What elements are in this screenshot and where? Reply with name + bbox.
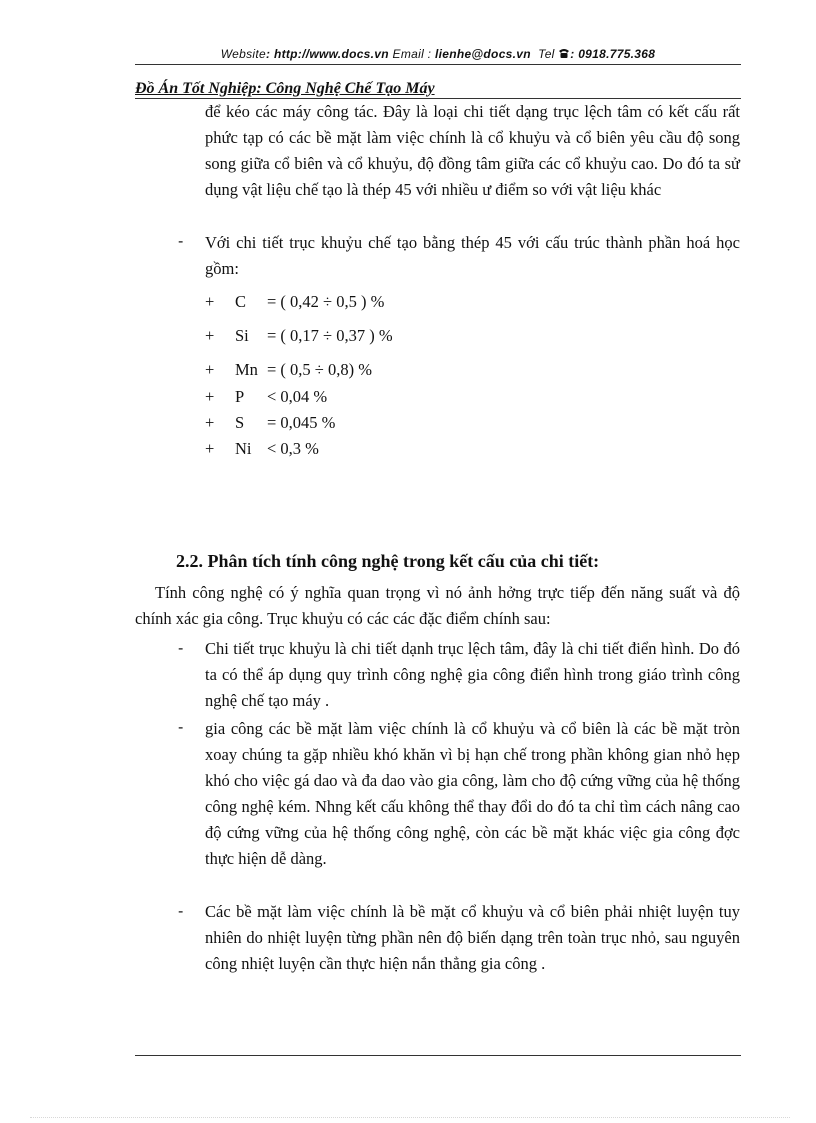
footer-dotted-line	[30, 1117, 790, 1118]
footer-rule	[135, 1055, 741, 1056]
section-heading: 2.2. Phân tích tính công nghệ trong kết cấu của chi tiết:	[176, 551, 600, 571]
composition-row	[205, 360, 372, 380]
bullet-dash: -	[178, 719, 184, 736]
bullet-dash: -	[178, 640, 184, 657]
bullet-item: gia công các bề mặt làm việc chính là cổ khuỷu và cổ biên là các bề mặt tròn xoay chúng ta gặp nhiều khó khăn vì bị hạn chế trong phần không gian nhỏ hẹp khó cho việc gá dao và đa dao vào gia công, làm cho độ cứng vững của hệ thống công nghệ kém. Nhng kết cấu không thể thay đổi do đó ta chỉ tìm cách nâng cao độ cứng vững của hệ thống công nghệ, còn các bề mặt khác việc gia công đợc thực hiện dễ dàng.	[205, 719, 740, 868]
element-symbol: Si	[235, 326, 249, 345]
composition-intro: Với chi tiết trục khuỷu chế tạo bằng thép 45 với cấu trúc thành phần hoá học gồm:	[205, 233, 740, 278]
plus-sign: +	[205, 326, 215, 345]
composition-row	[205, 387, 327, 407]
element-symbol: Ni	[235, 439, 252, 458]
element-value: = ( 0,5 ÷ 0,8) %	[267, 360, 372, 379]
element-value: = 0,045 %	[267, 413, 336, 432]
section-intro: Tính công nghệ có ý nghĩa quan trọng vì nó ảnh hởng trực tiếp đến năng suất và độ chính xác gia công. Trục khuỷu có các các đặc điểm chính sau:	[135, 583, 740, 628]
element-symbol: P	[235, 387, 245, 406]
element-symbol: S	[235, 413, 245, 432]
composition-row	[205, 326, 393, 346]
email-label: Email :	[392, 47, 432, 61]
tel-label: Tel	[538, 47, 555, 61]
email-address[interactable]: lienhe@docs.vn	[434, 47, 531, 61]
plus-sign: +	[205, 439, 215, 458]
element-symbol: C	[235, 292, 247, 311]
composition-row	[205, 439, 319, 459]
phone-icon	[558, 48, 570, 62]
plus-sign: +	[205, 292, 215, 311]
element-symbol: Mn	[235, 360, 258, 379]
plus-sign: +	[205, 413, 215, 432]
bullet-dash: -	[178, 233, 184, 250]
bullet-item: Chi tiết trục khuỷu là chi tiết dạnh trục lệch tâm, đây là chi tiết điển hình. Do đó ta có thể áp dụng quy trình công nghệ gia công điển hình trong giáo trình công nghệ chế tạo máy .	[205, 639, 740, 710]
composition-row	[205, 292, 384, 312]
composition-row	[205, 413, 335, 433]
element-value: < 0,04 %	[267, 387, 328, 406]
element-value: = ( 0,42 ÷ 0,5 ) %	[267, 292, 385, 311]
element-value: < 0,3 %	[267, 439, 319, 458]
plus-sign: +	[205, 387, 215, 406]
bullet-item: Các bề mặt làm việc chính là bề mặt cổ khuỷu và cổ biên phải nhiệt luyện tuy nhiên do nhiệt luyện từng phần nên độ biến dạng trên toàn trục nhỏ, sau nguyên công nhiệt luyện cần thực hiện nắn thẳng gia công .	[205, 902, 740, 973]
bullet-dash: -	[178, 903, 184, 920]
plus-sign: +	[205, 360, 215, 379]
website-url[interactable]: http://www.docs.vn	[273, 47, 389, 61]
header-rule	[135, 64, 741, 65]
page-header-contact: Website: http://www.docs.vn Email : lienhe@docs.vn Tel : 0918.775.368	[220, 47, 656, 61]
material-paragraph: để kéo các máy công tác. Đây là loại chi tiết dạng trục lệch tâm có kết cấu rất phức tạp có các bề mặt làm việc chính là cổ khuỷu và cổ biên yêu cầu độ song song giữa cổ biên và cổ khuỷu, độ đồng tâm giữa các cổ khuỷu cao. Do đó ta sử dụng vật liệu chế tạo là thép 45 với nhiều ư điểm so với vật liệu khác	[205, 102, 740, 199]
element-value: = ( 0,17 ÷ 0,37 ) %	[267, 326, 393, 345]
document-title: Đồ Án Tốt Nghiệp: Công Nghệ Chế Tạo Máy	[135, 80, 435, 97]
website-label: Website	[220, 47, 266, 61]
tel-value: : 0918.775.368	[570, 47, 656, 61]
